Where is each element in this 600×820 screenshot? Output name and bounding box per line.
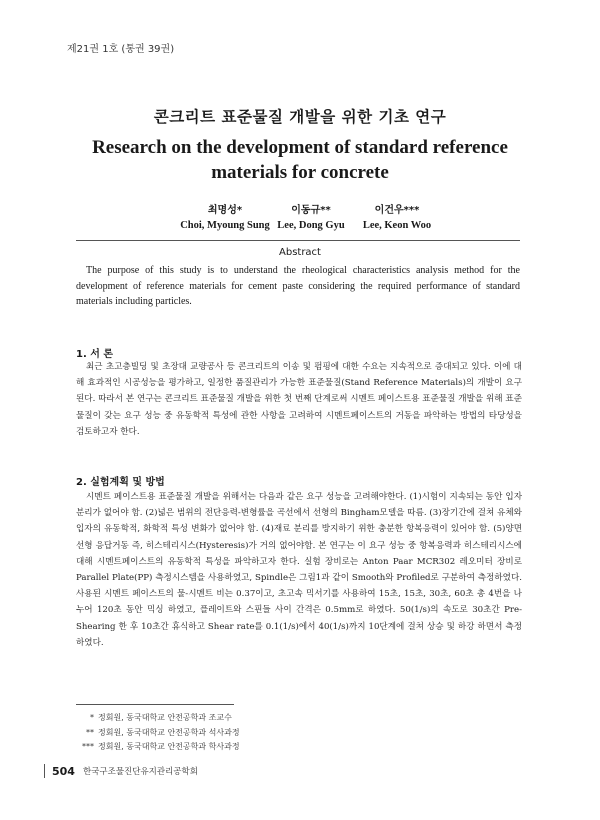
footnote-1-mark: *: [90, 713, 94, 722]
footnote-1: [76, 711, 240, 726]
section-1-body: 최근 초고층빌딩 및 초장대 교량공사 등 콘크리트의 이송 및 펌핑에 대한 수요는 지속적으로 증대되고 있다. 이에 대해 효과적인 시공성능을 평가하고, 일정한 품질관리가 가능한 표준물질(Stand Reference Materials)의 개발이 요구된다. 따라서 본 연구는 콘크리트 표준물질 개발을 위한 첫 번째 단계로써 시멘트 페이스트용 표준물질 개발을 위해 표준물질이 갖는 요구 성능 중 유동학적 특성에 관한 사항을 고려하여 시멘트페이스트의 거동을 파악하는 방법의 타당성을 검토하고자 한다.: [76, 362, 522, 437]
footnote-divider: [76, 704, 234, 705]
page-footer: [44, 764, 198, 778]
abstract-body: The purpose of this study is to understand the rheological characteristics analysis method for the development of reference materials for cement paste considering the required performance of standard materials including particles.: [76, 265, 520, 308]
page-number: 504: [52, 764, 75, 778]
author-1-english: Choi, Myoung Sung: [180, 220, 270, 231]
footnote-2: [76, 726, 240, 741]
section-2-body: 시멘트 페이스트용 표준물질 개발을 위해서는 다음과 같은 요구 성능을 고려해야한다. (1)시험이 지속되는 동안 입자 분리가 없어야 함. (2)넓은 범위의 전단응력-변형률을 곡선에서 선형의 Bingham모델을 따름. (3)장기간에 걸쳐 유체와 입자의 유동학적, 화학적 특성 변화가 없어야 함. (4)재료 분리를 방지하기 위한 충분한 항복응력이 있어야 함. (5)양면 선형 응답거동 즉, 히스테리시스(Hysteresis)가 거의 없어야함. 본 연구는 이 요구 성능 중 항복응력과 히스테리시스에 대해 시멘트페이스트의 유동학적 특성을 파악하고자 한다. 실험 장비로는 Anton Paar MCR302 레오미터 장비로 Parallel Plate(PP) 측정시스템을 사용하였고, Spindle은 그림1과 같이 Smooth와 Profiled로 구분하여 측정하였다. 사용된 시멘트 페이스트의 물-시멘트 비는 0.37이고, 초고속 믹서기를 사용하여 15초, 15초, 30초, 60초 총 4번을 나누어 120초 동안 믹싱 하였고, 플레이트와 스핀들 사이 간격은 0.5mm로 하였다. 50(1/s)의 속도로 30초간 Pre-Shearing 한 후 10초간 휴식하고 Shear rate를 0.1(1/s)에서 40(1/s)까지 10단계에 걸쳐 상승 및 하강 하면서 측정하였다.: [76, 492, 522, 648]
footnotes: [76, 711, 240, 755]
issue-header: 제21권 1호 (통권 39권): [67, 44, 175, 55]
footnote-3: [76, 740, 240, 755]
author-3: [337, 203, 457, 233]
footnote-1-text: 정회원, 동국대학교 안전공학과 조교수: [98, 713, 232, 722]
author-2-korean: 이동규**: [291, 205, 331, 216]
author-3-english: Lee, Keon Woo: [362, 220, 432, 231]
abstract-divider: [76, 240, 520, 241]
journal-name: 한국구조물진단유지관리공학회: [82, 767, 198, 777]
title-english: Research on the development of standard reference materials for concrete: [92, 137, 508, 183]
footnote-2-mark: **: [86, 727, 94, 737]
footnote-3-mark: ***: [82, 742, 94, 751]
section-1-title: 1. 서 론: [76, 349, 114, 360]
title-korean: 콘크리트 표준물질 개발을 위한 기초 연구: [153, 108, 447, 126]
footnote-2-text: 정회원, 동국대학교 안전공학과 석사과정: [98, 727, 240, 737]
author-2-english: Lee, Dong Gyu: [277, 220, 345, 231]
author-1-korean: 최명성*: [207, 205, 243, 216]
abstract-heading: Abstract: [279, 247, 321, 258]
author-3-korean: 이건우***: [374, 205, 420, 216]
footer-bar: [44, 764, 45, 778]
section-2-title: 2. 실험계획 및 방법: [76, 477, 165, 488]
footnote-3-text: 정회원, 동국대학교 안전공학과 학사과정: [98, 742, 240, 751]
